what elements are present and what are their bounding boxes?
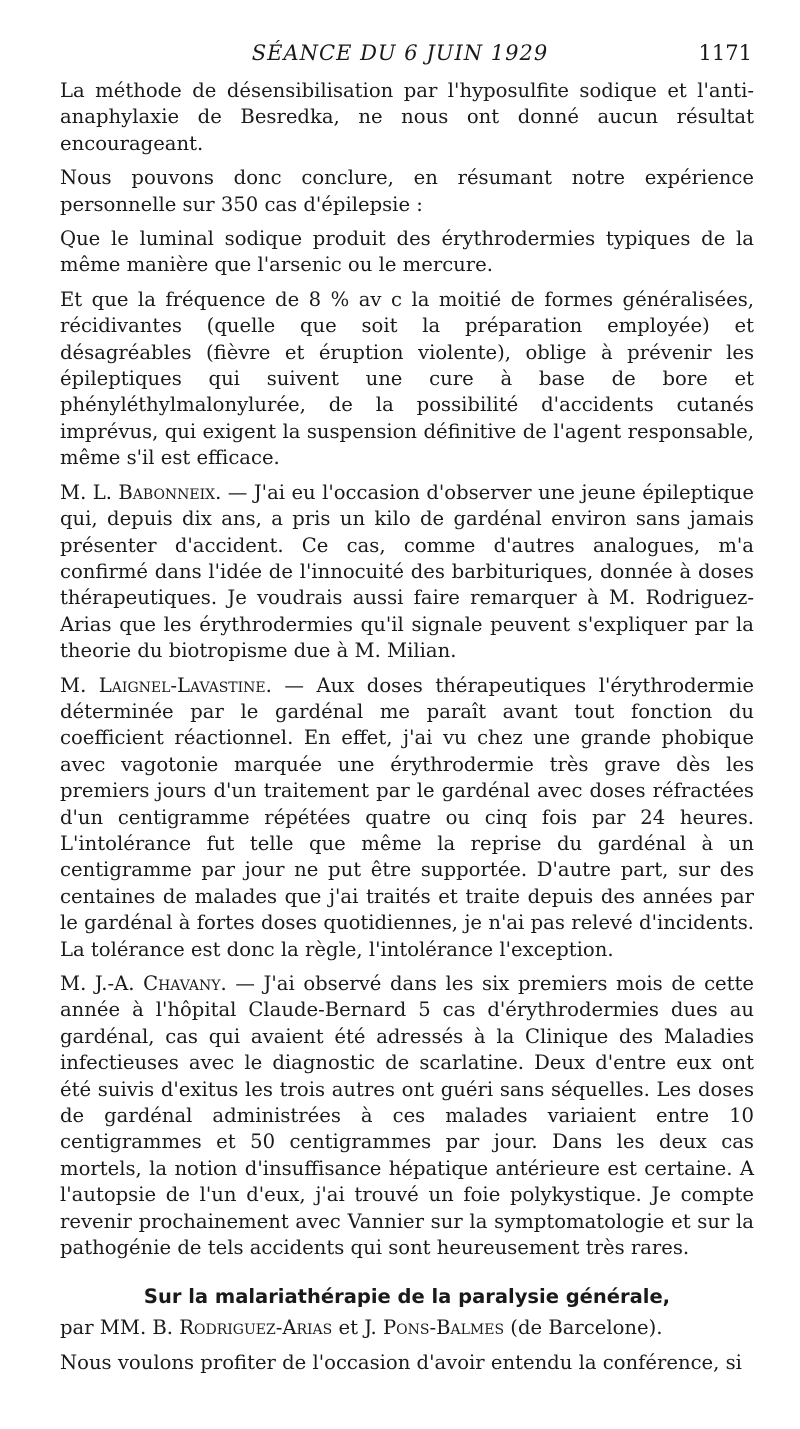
paragraph: Nous pouvons donc conclure, en résumant notre expérience personnelle sur 350 cas d'épilepsie :: [60, 166, 754, 216]
section-byline: [60, 1315, 754, 1341]
intervention-text: — J'ai eu l'occasion d'observer une jeune épileptique qui, depuis dix ans, a pris un kilo de gardénal environ sans jamais présenter d'accident. Ce cas, comme d'autres analogues, m'a confirmé dans l'idée de l'innocuité des barbituriques, donnée à doses thérapeutiques. Je voudrais aussi faire remarquer à M. Rodriguez-Arias que les érythrodermies qu'il signale peuvent s'expliquer par la theorie du biotropisme due à M. Milian.: [60, 480, 754, 663]
byline-affiliation: (de Barcelone).: [504, 1316, 663, 1340]
intervention-chavany: [60, 971, 754, 1261]
page-number: 1171: [698, 41, 752, 65]
speaker-name: M. Laignel-Lavastine.: [60, 673, 272, 697]
paragraph: Que le luminal sodique produit des érythrodermies typiques de la même manière que l'arsenic ou le mercure.: [60, 227, 754, 277]
paragraph: Nous voulons profiter de l'occasion d'avoir entendu la conférence, si: [60, 1350, 742, 1374]
intervention-text: — Aux doses thérapeutiques l'érythrodermie déterminée par le gardénal me paraît avant tout fonction du coefficient réactionnel. En effet, j'ai vu chez une grande phobique avec vagotonie marquée une érythrodermie très grave dès les premiers jours d'un traitement par le gardénal avec doses réfractées d'un centigramme répétées quatre ou cinq fois par 24 heures. L'intolérance fut telle que même la reprise du gardénal à un centigramme par jour ne put être supportée. D'autre part, sur des centaines de malades que j'ai traités et traite depuis des années par le gardénal à fortes doses quotidiennes, je n'ai pas relevé d'incidents. La tolérance est donc la règle, l'intolérance l'exception.: [60, 673, 754, 961]
running-header: [0, 38, 800, 68]
speaker-name: M. L. Babonneix.: [60, 480, 222, 504]
body-text: [60, 78, 754, 1384]
intervention-babonneix: [60, 480, 754, 665]
author-name: J. Pons-Balmes: [364, 1316, 505, 1340]
byline-connector: et: [332, 1316, 365, 1340]
byline-prefix: par MM.: [60, 1316, 153, 1340]
speaker-name: M. J.-A. Chavany.: [60, 972, 227, 995]
author-name: B. Rodriguez-Arias: [152, 1316, 333, 1340]
running-title: SÉANCE DU 6 JUIN 1929: [251, 41, 549, 65]
intervention-text: — J'ai observé dans les six premiers mois de cette année à l'hôpital Claude-Bernard 5 cas d'érythrodermies dues au gardénal, cas qui avaient été adressés à la Clinique des Maladies infectieuses avec le diagnostic de scarlatine. Deux d'entre eux ont été suivis d'exitus les trois autres ont guéri sans séquelles. Les doses de gardénal administrées à ces malades variaient entre 10 centigrammes et 50 centigrammes par jour. Dans les deux cas mortels, la notion d'insuffisance hépatique antérieure est certaine. A l'autopsie de l'un d'eux, j'ai trouvé un foie polykystique. Je compte revenir prochainement avec Vannier sur la symptomatologie et sur la pathogénie de tels accidents qui sont heureusement très rares.: [60, 972, 754, 1260]
paragraph: Et que la fréquence de 8 % av c la moitié de formes généralisées, récidivantes (quelle que soit la préparation employée) et désagréables (fièvre et éruption violente), oblige à prévenir les épileptiques qui suivent une cure à base de bore et phényléthylmalonylurée, de la possibilité d'accidents cutanés imprévus, qui exigent la suspension définitive de l'agent responsable, même s'il est efficace.: [60, 287, 754, 470]
intervention-laignel-lavastine: [60, 673, 754, 963]
section-title: Sur la malariathérapie de la paralysie générale,: [143, 1285, 671, 1309]
paragraph: La méthode de désensibilisation par l'hyposulfite sodique et l'anti-anaphylaxie de Besredka, ne nous ont donné aucun résultat encourageant.: [60, 79, 754, 155]
